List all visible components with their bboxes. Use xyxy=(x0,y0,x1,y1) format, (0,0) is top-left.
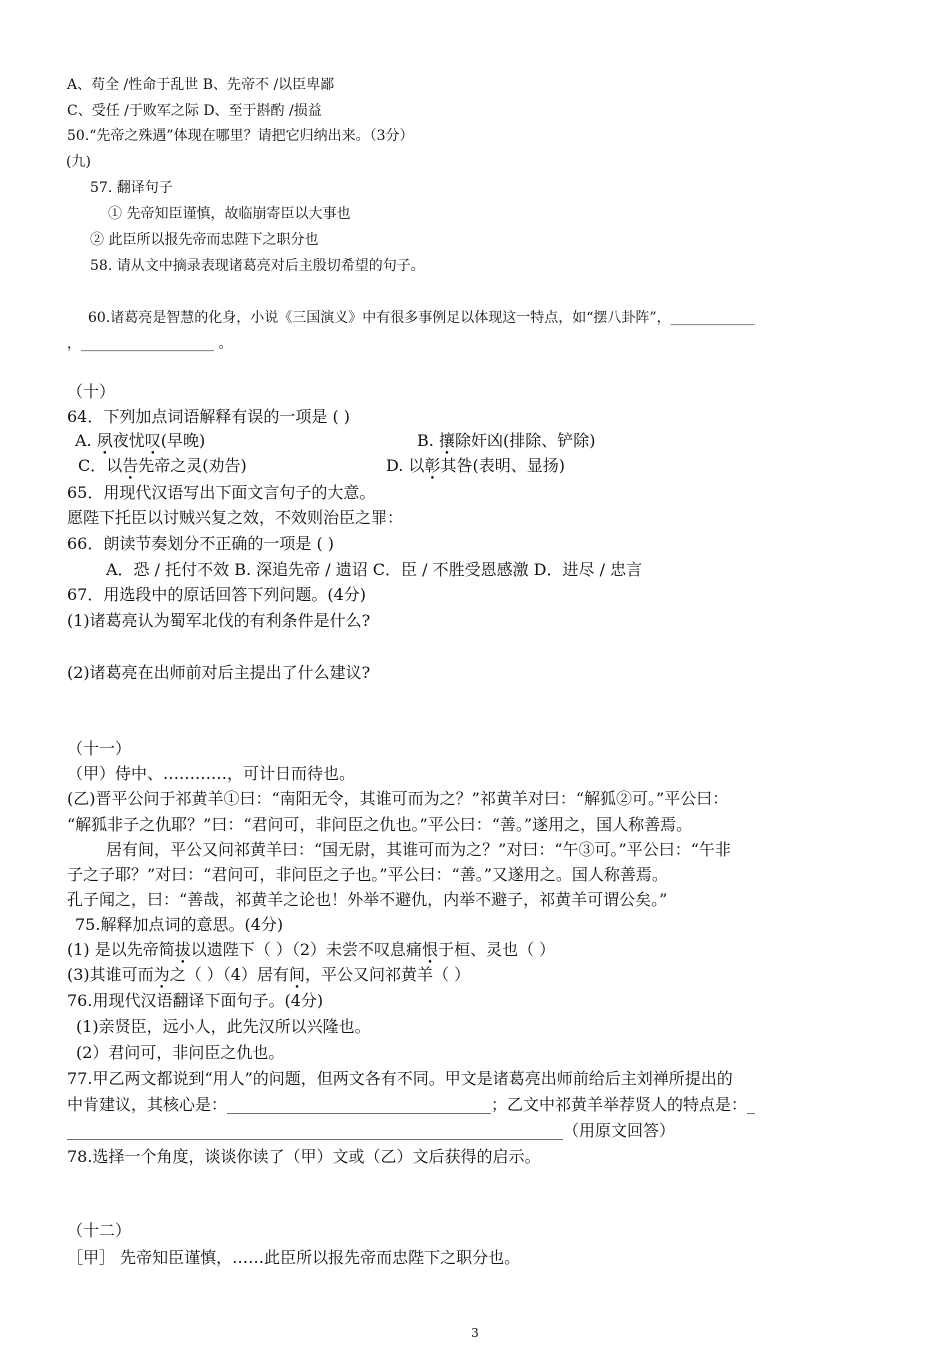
passage-jia: ［甲］ 先帝知臣谨慎，……此臣所以报先帝而忠陛下之职分也。 xyxy=(67,1248,521,1267)
option-d: D. 以彰其咎(表明、显扬) xyxy=(386,456,565,475)
option-a: A. 夙夜忧叹(早晚) xyxy=(75,431,206,450)
question-66-options: A．恐 / 托付不效 B. 深追先帝 / 遗诏 C．臣 / 不胜受恩感激 D．进尽 / 忠言 xyxy=(106,560,643,579)
question-67: 67．用选段中的原话回答下列问题。(4分) xyxy=(67,585,367,604)
question-57-sentence-1: ① 先帝知臣谨慎，故临崩寄臣以大事也 xyxy=(108,206,351,222)
option-c: C．以告先帝之灵(劝告) xyxy=(78,456,247,475)
section-heading: (九) xyxy=(66,154,91,170)
passage-yi-line-1: (乙)晋平公问于祁黄羊①曰：“南阳无令，其谁可而为之？”祁黄羊对曰：“解狐②可。”平公曰： xyxy=(67,789,729,808)
question-60: 60.诸葛亮是智慧的化身，小说《三国演义》中有很多事例足以体现这一特点，如“摆八卦阵”，____________ xyxy=(88,310,755,326)
passage-yi-line-3: 居有间，平公又问祁黄羊曰：“国无尉，其谁可而为之？”对曰：“午③可。”平公曰：“午非 xyxy=(106,840,731,859)
question-58: 58. 请从文中摘录表现诸葛亮对后主殷切希望的句子。 xyxy=(90,258,425,274)
question-65: 65．用现代汉语写出下面文言句子的大意。 xyxy=(67,483,376,502)
section-heading: （十二） xyxy=(67,1221,132,1240)
passage-jia: （甲）侍中、…………，可计日而待也。 xyxy=(67,764,356,783)
question-76: 76.用现代汉语翻译下面句子。(4分) xyxy=(67,991,324,1010)
question-75: 75.解释加点词的意思。(4分) xyxy=(75,915,284,934)
question-78: 78.选择一个角度，谈谈你读了（甲）文或（乙）文后获得的启示。 xyxy=(67,1147,541,1166)
question-77-line-2: 中肯建议，其核心是：_________________________________；乙文中祁黄羊举荐贤人的特点是：_ xyxy=(67,1095,756,1114)
question-57-sentence-2: ② 此臣所以报先帝而忠陛下之职分也 xyxy=(90,232,319,248)
question-75-items-3-4: (3)其谁可而为之（ ）（4）居有间，平公又问祁黄羊（ ） xyxy=(67,965,471,984)
option-line-ab: A、苟全 /性命于乱世 B、先帝不 /以臣卑鄙 xyxy=(67,77,335,93)
passage-yi-line-2: “解狐非子之仇耶？”曰：“君问可，非问臣之仇也。”平公曰：“善。”遂用之，国人称善焉。 xyxy=(67,815,693,834)
question-67-part-1: (1)诸葛亮认为蜀军北伐的有利条件是什么? xyxy=(67,611,371,630)
question-66: 66．朗读节奏划分不正确的一项是 ( ) xyxy=(67,534,335,553)
question-50: 50.“先帝之殊遇”体现在哪里？请把它归纳出来。（3分） xyxy=(67,128,414,144)
passage-yi-line-4: 子之子耶？”对曰：“君问可，非问臣之子也。”平公曰：“善。”又遂用之。国人称善焉。 xyxy=(67,865,668,884)
question-76-sentence-1: (1)亲贤臣，远小人，此先汉所以兴隆也。 xyxy=(76,1017,371,1036)
question-76-sentence-2: (2）君问可，非问臣之仇也。 xyxy=(76,1043,285,1062)
option-b: B. 攘除奸凶(排除、铲除) xyxy=(417,431,596,450)
section-heading: （十一） xyxy=(67,739,132,758)
question-77-line-3: ______________________________________________________________（用原文回答） xyxy=(67,1121,676,1140)
question-65-sentence: 愿陛下托臣以讨贼兴复之效，不效则治臣之罪： xyxy=(67,508,404,527)
section-heading: （十） xyxy=(67,382,116,401)
question-57: 57. 翻译句子 xyxy=(90,180,173,196)
question-77-line-1: 77.甲乙两文都说到“用人”的问题，但两文各有不同。甲文是诸葛亮出师前给后主刘禅所提出的 xyxy=(67,1069,733,1088)
question-64: 64．下列加点词语解释有误的一项是 ( ) xyxy=(67,407,351,426)
passage-yi-line-5: 孔子闻之，曰：“善哉，祁黄羊之论也！外举不避仇，内举不避子，祁黄羊可谓公矣。” xyxy=(67,890,668,909)
question-67-part-2: (2)诸葛亮在出师前对后主提出了什么建议? xyxy=(67,663,371,682)
page-number: 3 xyxy=(471,1326,479,1340)
question-75-items-1-2: (1) 是以先帝简拔以遗陛下（ ）（2）未尝不叹息痛恨于桓、灵也（ ） xyxy=(67,940,556,959)
question-60-blank: ，___________________ 。 xyxy=(67,336,233,352)
option-line-cd: C、受任 /于败军之际 D、至于斟酌 /损益 xyxy=(67,103,322,119)
